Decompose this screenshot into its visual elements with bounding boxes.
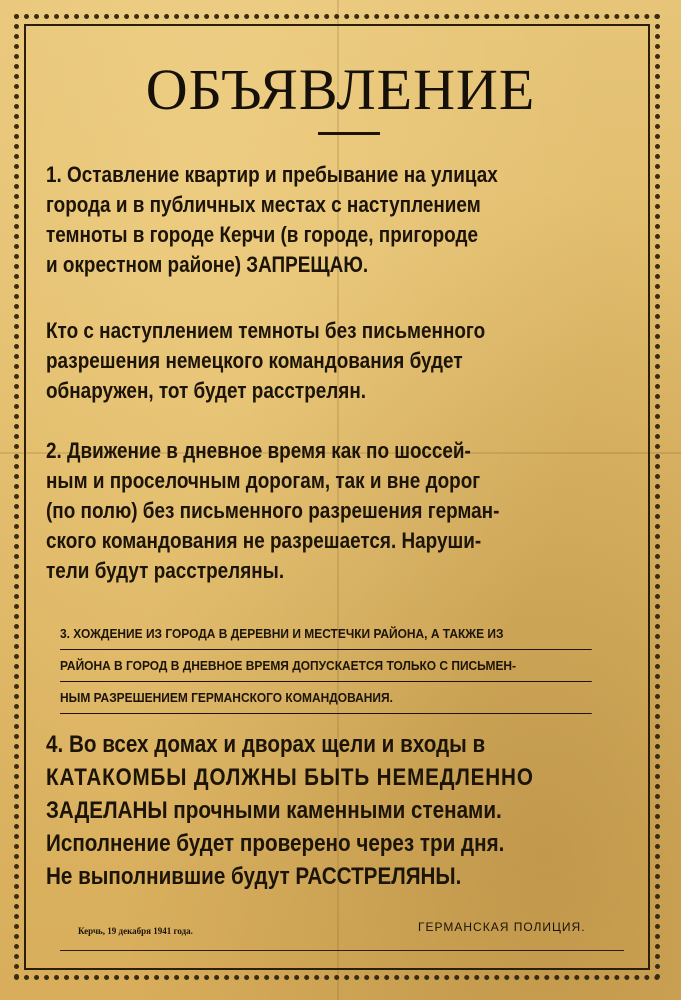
text-line: КАТАКОМБЫ ДОЛЖНЫ БЫТЬ НЕМЕДЛЕННО (46, 764, 534, 791)
text-line: 1. Оставление квартир и пребывание на улицах (46, 162, 498, 187)
text-line: обнаружен, тот будет расстрелян. (46, 378, 367, 403)
text-line: РАЙОНА В ГОРОД В ДНЕВНОЕ ВРЕМЯ ДОПУСКАЕТСЯ ТОЛЬКО С ПИСЬМЕН- (60, 650, 592, 682)
text-line: (по полю) без письменного разрешения герман- (46, 498, 500, 523)
date-place: Керчь, 19 декабря 1941 года. (78, 926, 193, 936)
text-line: тели будут расстреляны. (46, 558, 285, 583)
paragraph-1 (46, 160, 638, 280)
text-line: Не выполнившие будут РАССТРЕЛЯНЫ. (46, 863, 462, 890)
text-line: темноты в городе Керчи (в городе, пригороде (46, 222, 478, 247)
paragraph-3 (46, 436, 638, 586)
paragraph-3-caps (60, 618, 638, 714)
text-line: 3. ХОЖДЕНИЕ ИЗ ГОРОДА В ДЕРЕВНИ И МЕСТЕЧКИ РАЙОНА, А ТАКЖЕ ИЗ (60, 618, 592, 650)
text-line: ского командования не разрешается. Наруши- (46, 528, 482, 553)
text-line: Исполнение будет проверено через три дня. (46, 830, 505, 857)
paragraph-2 (46, 316, 638, 406)
text-line: 4. Во всех домах и дворах щели и входы в (46, 731, 486, 758)
text-line: разрешения немецкого командования будет (46, 348, 463, 373)
text-line: ным и проселочным дорогам, так и вне дорог (46, 468, 481, 493)
page-title: ОБЪЯВЛЕНИЕ (145, 57, 536, 122)
paragraph-4 (46, 728, 638, 893)
printer-imprint-line (60, 950, 624, 952)
title-underline (318, 132, 380, 135)
text-line: 2. Движение в дневное время как по шоссей- (46, 438, 471, 463)
text-line: НЫМ РАЗРЕШЕНИЕМ ГЕРМАНСКОГО КОМАНДОВАНИЯ. (60, 682, 592, 714)
signature: ГЕРМАНСКАЯ ПОЛИЦИЯ. (418, 920, 586, 934)
text-line: ЗАДЕЛАНЫ прочными каменными стенами. (46, 797, 502, 824)
text-line: и окрестном районе) ЗАПРЕЩАЮ. (46, 252, 369, 277)
text-line: Кто с наступлением темноты без письменного (46, 318, 486, 343)
text-line: города и в публичных местах с наступлением (46, 192, 481, 217)
